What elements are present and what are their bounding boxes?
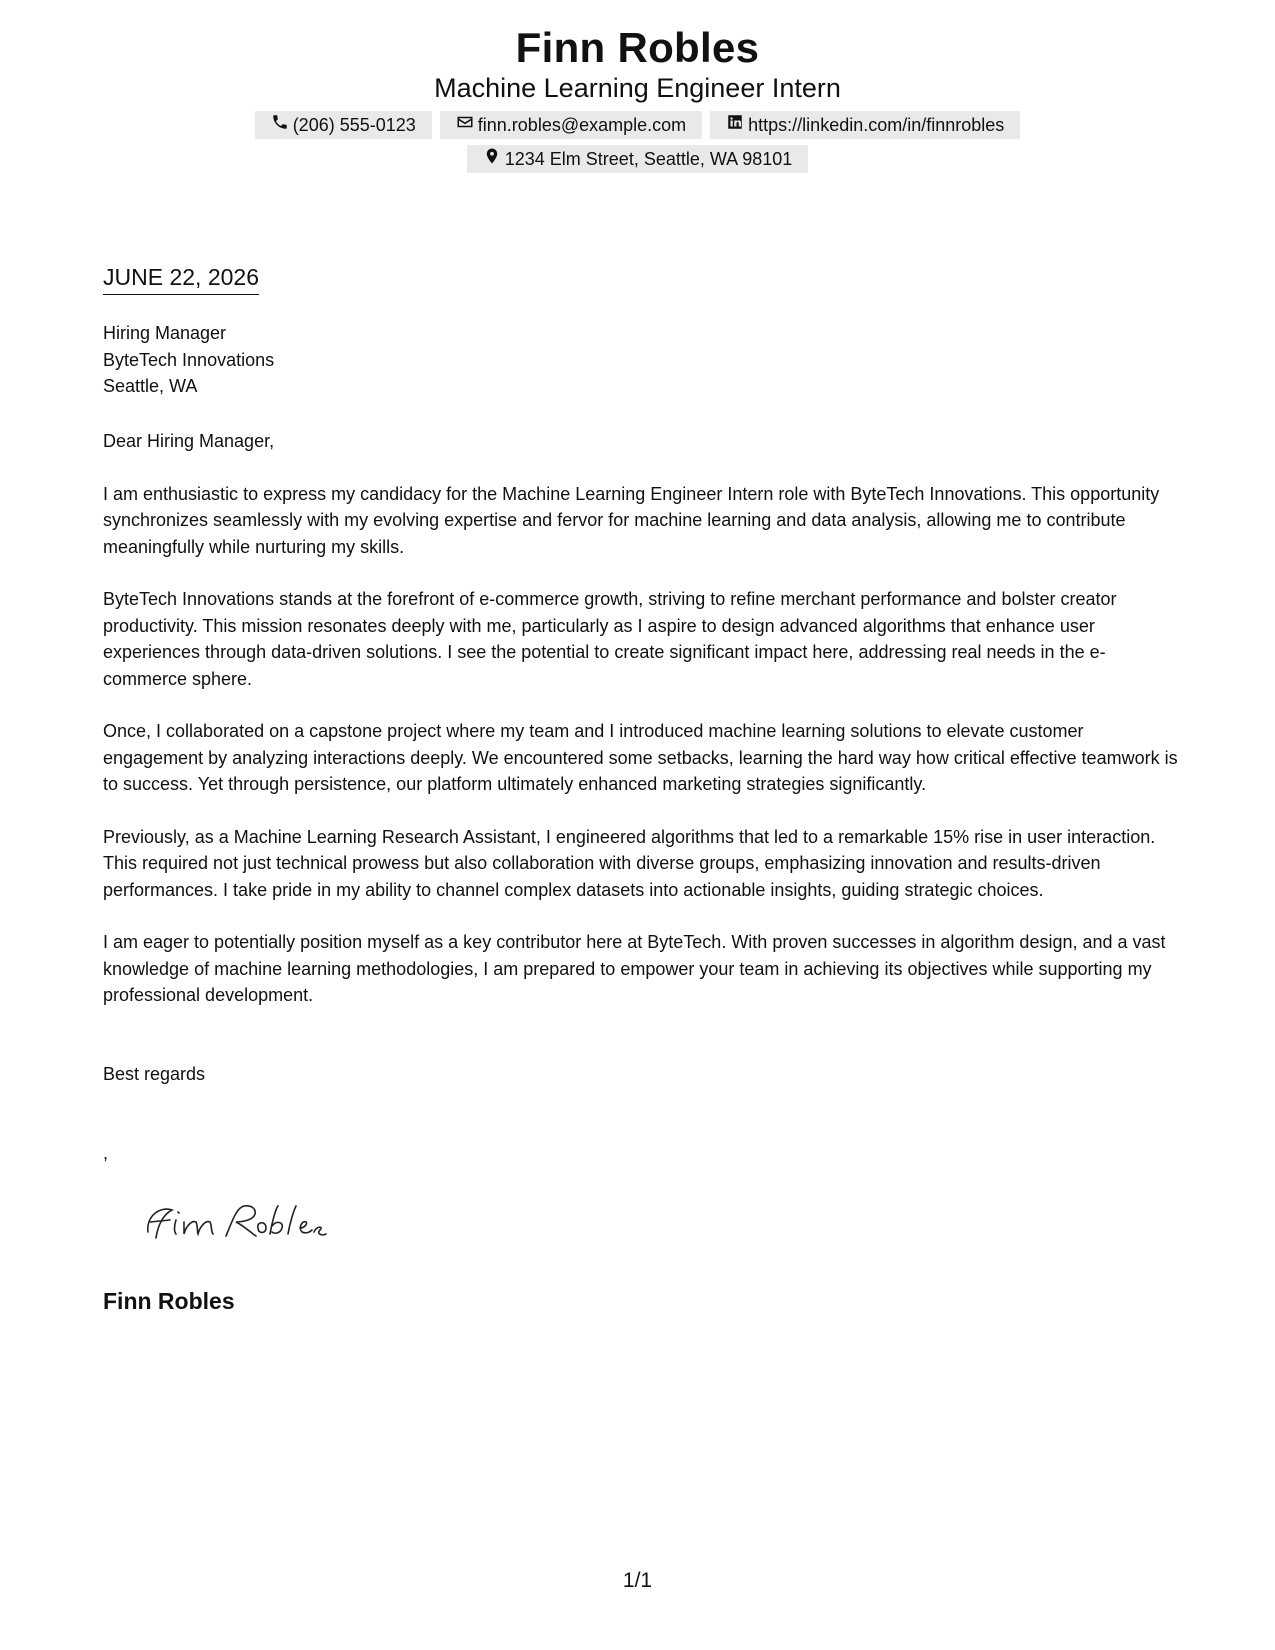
phone-icon (271, 111, 289, 139)
recipient-block (103, 320, 274, 400)
street-address: 1234 Elm Street, Seattle, WA 98101 (504, 149, 793, 169)
phone-number: (206) 555-0123 (292, 115, 416, 135)
body-paragraph: I am eager to potentially position myself as a key contributor here at ByteTech. With proven successes in algorithm design, and a vast knowledge of machine learning methodologies, I am prepared to empower your team in achieving its objectives while supporting my professional development. (103, 932, 1166, 1005)
map-pin-icon (483, 145, 501, 173)
handwritten-signature (140, 1198, 330, 1248)
letter-date: JUNE 22, 2026 (103, 262, 259, 295)
letter-header (0, 22, 1275, 173)
closing: Best regards (103, 1064, 206, 1084)
contact-row-primary (0, 111, 1275, 139)
signer-name: Finn Robles (103, 1288, 235, 1314)
applicant-title: Machine Learning Engineer Intern (434, 73, 841, 103)
body-paragraph: Previously, as a Machine Learning Research Assistant, I engineered algorithms that led to a remarkable 15% rise in user interaction. This required not just technical prowess but also collaboration with diverse groups, emphasizing innovation and results-driven performances. I take pride in my ability to channel complex datasets into actionable insights, guiding strategic choices. (103, 826, 1156, 900)
address-chip (467, 145, 809, 173)
salutation: Dear Hiring Manager, (103, 431, 275, 451)
linkedin-icon (726, 111, 744, 139)
body-paragraph: I am enthusiastic to express my candidacy for the Machine Learning Engineer Intern role with ByteTech Innovations. This opportunity synchronizes seamlessly with my evolving expertise and fervor for machine learning and data analysis, allowing me to contribute meaningfully while nurturing my skills. (103, 483, 1160, 557)
phone-chip[interactable] (255, 111, 432, 139)
linkedin-chip[interactable] (710, 111, 1020, 139)
recipient-location: Seattle, WA (103, 376, 198, 396)
recipient-title: Hiring Manager (103, 323, 227, 343)
body-paragraph: ByteTech Innovations stands at the forefront of e-commerce growth, striving to refine merchant performance and bolster creator productivity. This mission resonates deeply with me, particularly as I aspire to design advanced algorithms that enhance user experiences through data-driven solutions. I see the potential to create significant impact here, addressing real needs in the e-commerce sphere. (103, 589, 1117, 689)
recipient-company: ByteTech Innovations (103, 349, 275, 370)
envelope-icon (456, 111, 474, 139)
email-address: finn.robles@example.com (477, 115, 687, 135)
linkedin-url: https://linkedin.com/in/finnrobles (748, 115, 1005, 135)
closing-comma: , (103, 1143, 109, 1163)
contact-row-secondary (0, 145, 1275, 173)
page-number: 1/1 (622, 1569, 653, 1592)
email-chip[interactable] (440, 111, 702, 139)
body-paragraph: Once, I collaborated on a capstone project where my team and I introduced machine learning solutions to elevate customer engagement by analyzing interactions deeply. We encountered some setbacks, learning the hard way how critical effective teamwork is to success. Yet through persistence, our platform ultimately enhanced marketing strategies significantly. (103, 721, 1178, 794)
letter-body (103, 428, 1178, 1035)
applicant-name: Finn Robles (515, 24, 760, 71)
